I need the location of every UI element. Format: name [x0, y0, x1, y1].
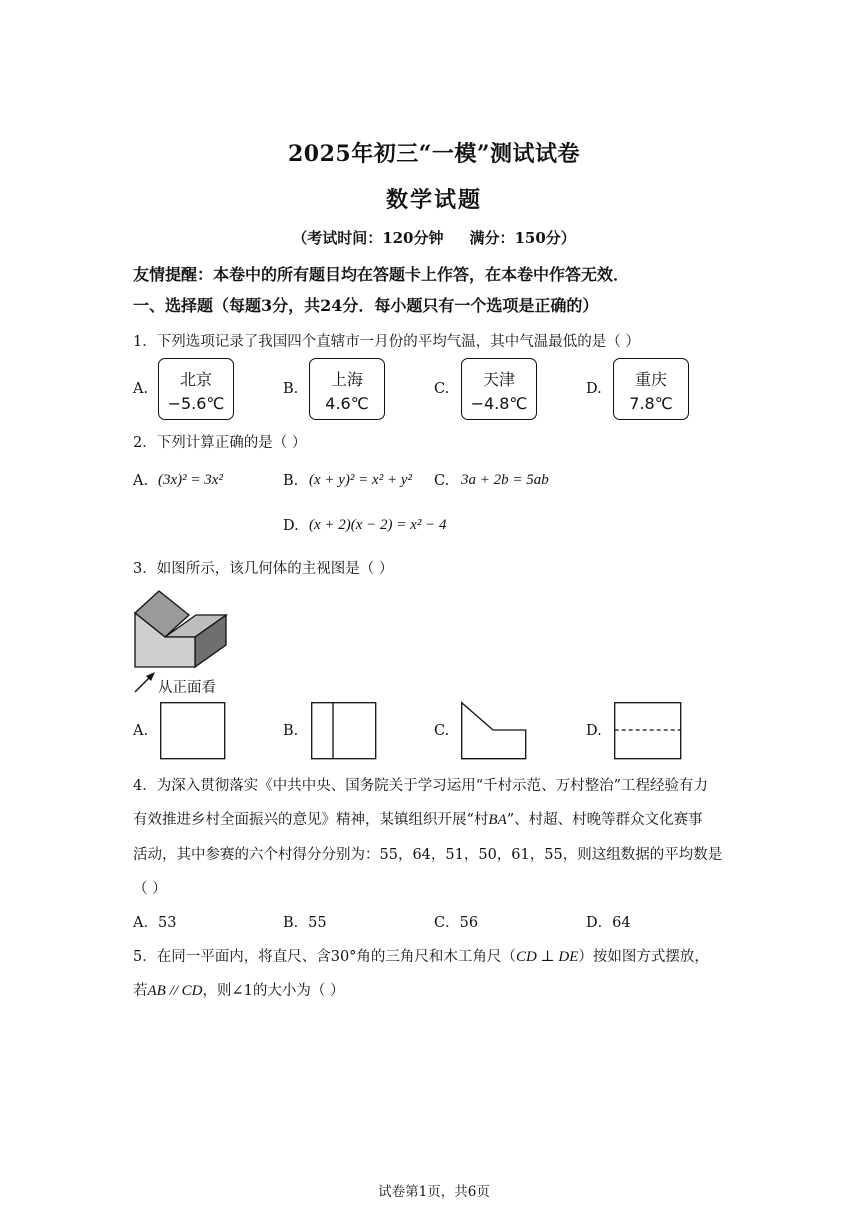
option-letter: A． [133, 915, 158, 931]
q2-option-b-expression: (x + y)² = x² + y² [309, 472, 412, 488]
city-temperature: 4.6℃ [325, 394, 369, 413]
q3-option-d-letter: D. [586, 723, 602, 739]
city-temperature: −4.8℃ [470, 394, 528, 413]
city-temperature: 7.8℃ [629, 394, 673, 413]
reminder: 友情提醒：本卷中的所有题目均在答题卡上作答，在本卷中作答无效． [133, 265, 630, 284]
q2-option-a-letter: A. [133, 473, 149, 489]
city-name: 上海 [330, 370, 363, 389]
q3-option-a-letter: A. [133, 723, 149, 739]
q2-option-d-expression: (x + 2)(x − 2) = x² − 4 [309, 517, 447, 533]
option-letter: C． [434, 915, 460, 931]
q4-option-a [133, 911, 176, 932]
city-temperature: −5.6℃ [167, 394, 225, 413]
q1-option-d-letter: D. [586, 381, 602, 397]
question-5-line-1 [133, 945, 709, 966]
q5-line-2-text-end: ，则∠1的大小为（ ） [202, 983, 345, 999]
q2-option-b-letter: B. [283, 473, 299, 489]
city-name: 天津 [482, 370, 515, 389]
view-direction-label: 从正面看 [158, 680, 216, 696]
page-subtitle: 数学试题 [385, 187, 482, 213]
q4-option-b [283, 911, 327, 932]
page-footer: 试卷第1页，共6页 [378, 1184, 490, 1200]
q1-option-d-box [613, 358, 689, 420]
q3-option-d-figure [614, 702, 682, 760]
question-4-line-3: 活动，其中参赛的六个村得分分别为：55，64，51，50，61，55，则这组数据的平均数是 [133, 847, 723, 863]
q3-option-b-figure [311, 702, 377, 760]
option-letter: B． [283, 915, 309, 931]
exam-info [0, 227, 868, 248]
question-4-line-1: 4．为深入贯彻落实《中共中央、国务院关于学习运用“千村示范、万村整治”工程经验有力 [133, 778, 709, 794]
page-title: 2025年初三“一模”测试试卷 [287, 141, 581, 167]
solid-figure [133, 585, 233, 667]
q3-option-a-figure [160, 702, 226, 760]
q5-parallel-expression: AB // CD [147, 983, 203, 999]
option-value: 55 [308, 915, 327, 931]
exam-score: 满分：150分） [469, 229, 576, 247]
q1-option-c-letter: C. [434, 381, 450, 397]
q3-option-c-letter: C. [434, 723, 450, 739]
question-2-stem: 2．下列计算正确的是（ ） [133, 435, 307, 451]
question-1-stem: 1．下列选项记录了我国四个直辖市一月份的平均气温，其中气温最低的是（ ） [133, 334, 640, 350]
q4-option-d [586, 911, 631, 932]
q1-option-a-box [158, 358, 234, 420]
question-5-line-2 [133, 979, 344, 1000]
q2-option-c-expression: 3a + 2b = 5ab [461, 472, 549, 488]
option-letter: D． [586, 915, 613, 931]
q1-option-b-box [309, 358, 385, 420]
q4-line-2-text-end: ”、村超、村晚等群众文化赛事 [506, 812, 703, 828]
exam-time: （考试时间：120分钟 [292, 229, 444, 247]
option-value: 56 [459, 915, 479, 931]
city-name: 重庆 [634, 370, 667, 389]
q2-option-c-letter: C. [434, 473, 450, 489]
q2-option-d-letter: D. [283, 518, 299, 534]
option-value: 64 [612, 915, 631, 931]
q5-line-1-text: 5．在同一平面内，将直尺、含30°角的三角尺和木工角尺（ [133, 949, 516, 965]
view-direction-arrow-icon [133, 670, 159, 694]
q1-option-a-letter: A. [133, 381, 149, 397]
q4-ba-term: BA [488, 812, 507, 828]
q4-option-c [434, 911, 478, 932]
question-4-line-4: （ ） [133, 881, 167, 897]
q2-option-a-expression: (3x)² = 3x² [158, 472, 223, 488]
q1-option-c-box [461, 358, 537, 420]
question-3-stem: 3．如图所示，该几何体的主视图是（ ） [133, 561, 394, 577]
city-name: 北京 [179, 370, 212, 389]
section-heading: 一、选择题（每题3分，共24分．每小题只有一个选项是正确的） [133, 296, 599, 315]
q3-option-b-letter: B. [283, 723, 299, 739]
q1-option-b-letter: B. [283, 381, 299, 397]
q5-perpendicular-expression: CD ⊥ DE [515, 949, 579, 965]
q3-option-c-figure [461, 702, 527, 760]
option-value: 53 [157, 915, 177, 931]
question-4-line-2 [133, 808, 703, 829]
q4-line-2-text: 有效推进乡村全面振兴的意见》精神，某镇组织开展“村 [133, 812, 489, 828]
q5-line-2-text: 若 [133, 983, 148, 999]
q5-line-1-text-end: ）按如图方式摆放， [578, 949, 709, 965]
